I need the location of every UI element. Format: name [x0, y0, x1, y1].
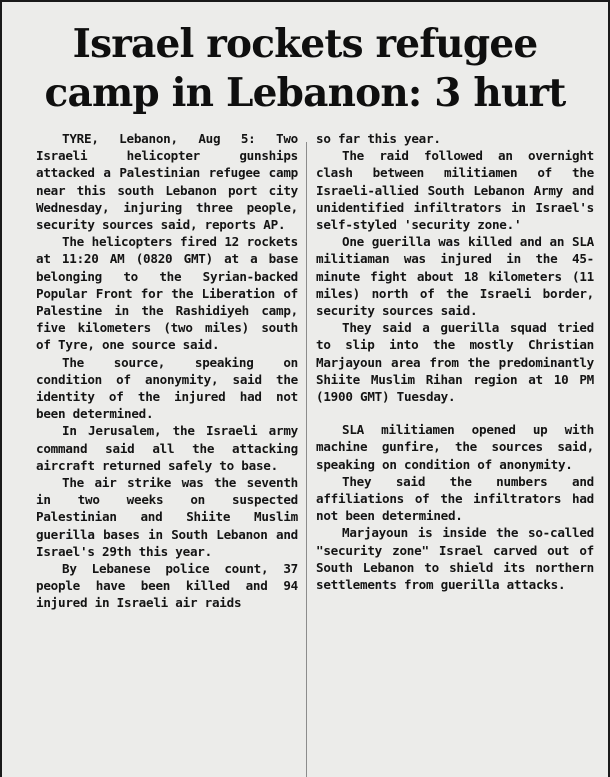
- paragraph: The source, speaking on condition of anonymity, said the identity of the injured had not been determined.: [36, 354, 298, 422]
- paragraph: They said the numbers and affiliations of the infiltrators had not been determined.: [316, 473, 594, 524]
- left-column: [36, 130, 298, 612]
- headline: [2, 2, 608, 118]
- paragraph: SLA militiamen opened up with machine gunfire, the sources said, speaking on condition of anonymity.: [316, 422, 594, 472]
- headline-line-2: camp in Lebanon: 3 hurt: [44, 70, 566, 116]
- paragraph: The air strike was the seventh in two weeks on suspected Palestinian and Shiite Muslim guerilla bases in South Lebanon and Israel's 29th this year.: [36, 475, 298, 559]
- paragraph: One guerilla was killed and an SLA militiaman was injured in the 45-minute fight about 18 kilometers (11 miles) north of the Israeli border, security sources said.: [316, 234, 594, 319]
- paragraph-continuation: so far this year.: [316, 131, 441, 146]
- paragraph: They said a guerilla squad tried to slip into the mostly Christian Marjayoun area from the predominantly Shiite Muslim Rihan region at 10 PM (1900 GMT) Tuesday.: [316, 320, 594, 405]
- paragraph: Marjayoun is inside the so-called "security zone" Israel carved out of South Lebanon to shield its northern settlements from guerilla attacks.: [316, 525, 594, 593]
- right-column: [316, 130, 594, 593]
- paragraph: The raid followed an overnight clash between militiamen of the Israeli-allied South Lebanon Army and unidentified infiltrators in Israel's self-styled 'security zone.': [316, 148, 594, 233]
- headline-line-1: Israel rockets refugee: [72, 21, 538, 67]
- paragraph: In Jerusalem, the Israeli army command said all the attacking aircraft returned safely to base.: [36, 423, 298, 473]
- paragraph: The helicopters fired 12 rockets at 11:20 AM (0820 GMT) at a base belonging to the Syrian-backed Popular Front for the Liberation of Palestine in the Rashidiyeh camp, five kilometers (two miles) south of Tyre, one source said.: [36, 234, 298, 353]
- paragraph: By Lebanese police count, 37 people have been killed and 94 injured in Israeli air raids: [36, 561, 298, 611]
- article-body: [2, 130, 608, 777]
- paragraph: TYRE, Lebanon, Aug 5: Two Israeli helicopter gunships attacked a Palestinian refugee camp near this south Lebanon port city Wednesday, injuring three people, security sources said, reports AP.: [36, 131, 298, 233]
